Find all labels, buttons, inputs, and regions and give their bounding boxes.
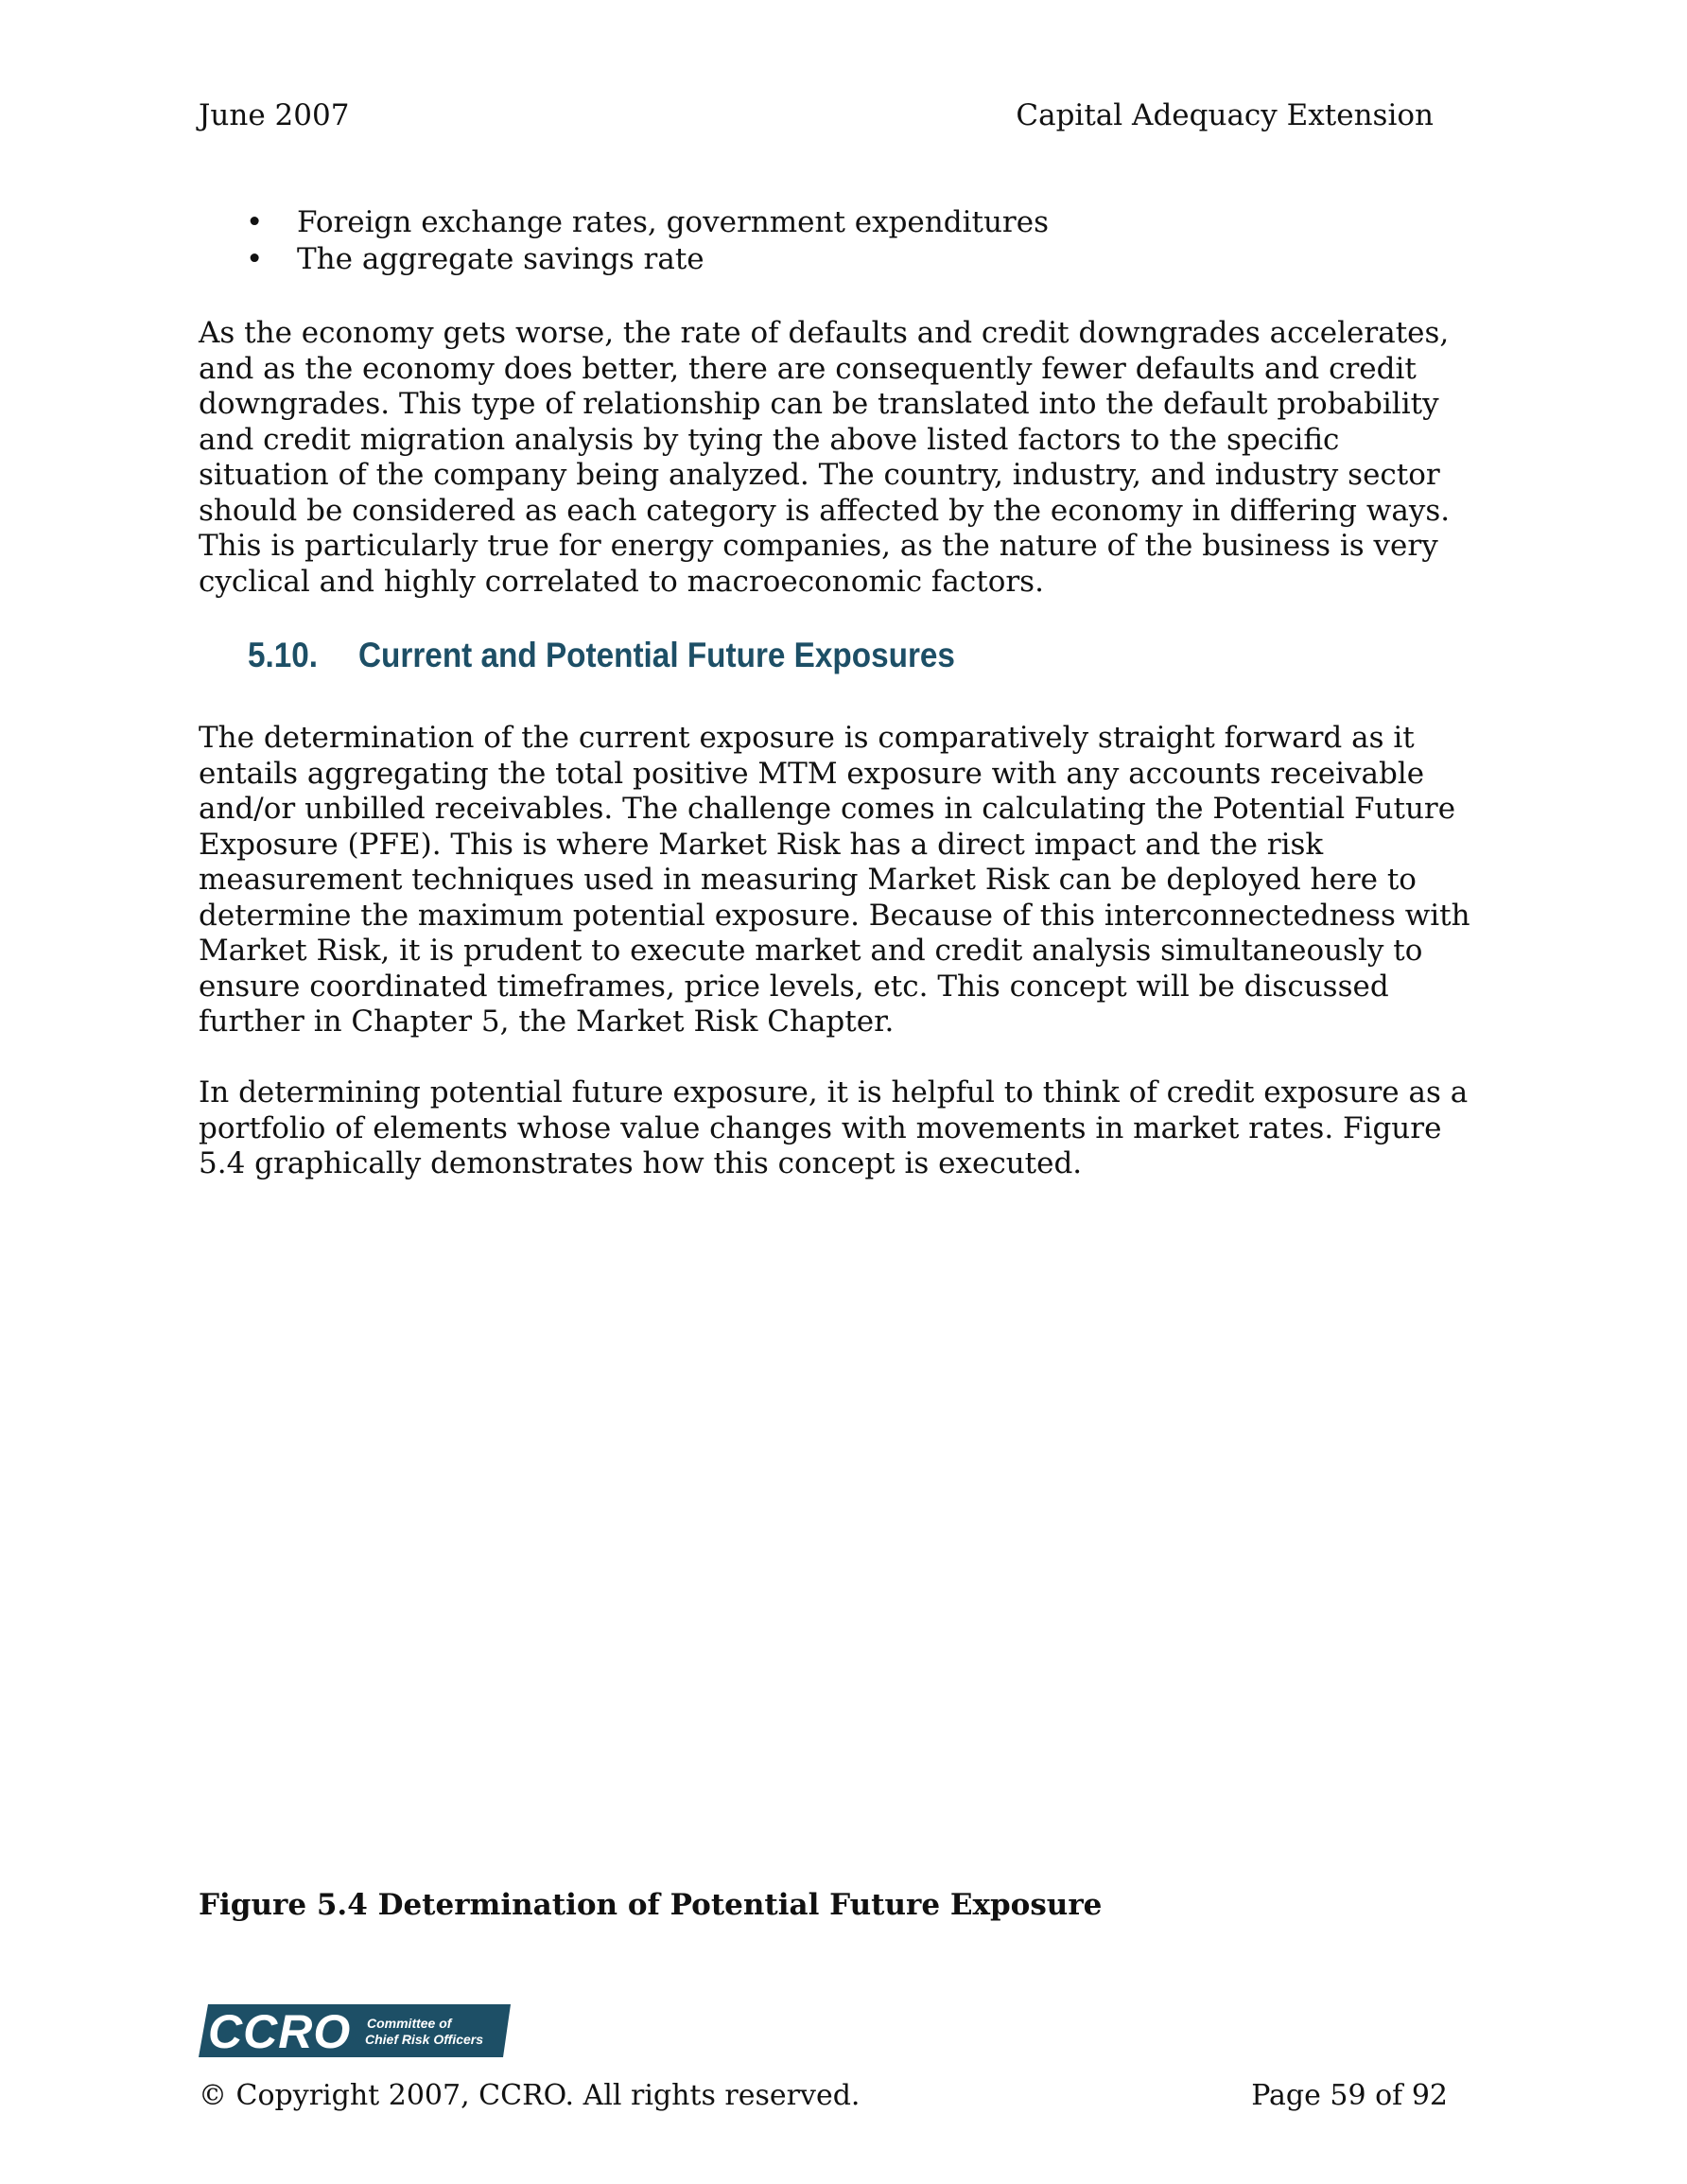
list-item	[199, 204, 1049, 241]
svg-text:CCRO: CCRO	[208, 2005, 352, 2057]
bullet-list	[199, 204, 1049, 278]
header-date: June 2007	[199, 98, 350, 132]
ccro-logo	[199, 2004, 511, 2061]
list-item	[199, 241, 1049, 278]
section-number: 5.10.	[248, 636, 319, 674]
list-item-text: Foreign exchange rates, government expenditures	[297, 205, 1049, 239]
svg-text:Committee of: Committee of	[367, 2016, 452, 2031]
bullet-icon: •	[246, 242, 264, 276]
body-paragraph: The determination of the current exposure is comparatively straight forward as it entails aggregating the total positive MTM exposure with any accounts receivable and/or unbilled receivables. The challenge comes in calculating the Potential Future Exposure (PFE). This is where Market Risk has a direct impact and the risk measurement techniques used in measuring Market Risk can be deployed here to determine the maximum potential exposure. Because of this interconnectedness with Market Risk, it is prudent to execute market and credit analysis simultaneously to ensure coordinated timeframes, price levels, etc. This concept will be discussed further in Chapter 5, the Market Risk Chapter.	[199, 721, 1470, 1039]
header-title: Capital Adequacy Extension	[1016, 98, 1434, 132]
figure-caption: Figure 5.4 Determination of Potential Future Exposure	[199, 1888, 1103, 1922]
list-item-text: The aggregate savings rate	[297, 242, 704, 276]
footer-copyright: © Copyright 2007, CCRO. All rights reserved.	[199, 2079, 861, 2112]
bullet-icon: •	[246, 205, 264, 239]
body-paragraph: In determining potential future exposure, it is helpful to think of credit exposure as a portfolio of elements whose value changes with movements in market rates. Figure 5.4 graphically demonstrates how this concept is executed.	[199, 1075, 1469, 1180]
body-paragraph: As the economy gets worse, the rate of defaults and credit downgrades accelerates, and as the economy does better, there are consequently fewer defaults and credit downgrades. This type of relationship can be translated into the default probability and credit migration analysis by tying the above listed factors to the specific situation of the company being analyzed. The country, industry, and industry sector should be considered as each category is affected by the economy in differing ways. This is particularly true for energy companies, as the nature of the business is very cyclical and highly correlated to macroeconomic factors.	[199, 316, 1451, 599]
section-heading	[248, 636, 955, 675]
ccro-logo-mark	[199, 2004, 511, 2057]
section-title: Current and Potential Future Exposures	[358, 636, 955, 674]
svg-text:Chief Risk Officers: Chief Risk Officers	[365, 2032, 484, 2047]
figure-placeholder	[199, 1201, 1475, 1863]
footer-page-number: Page 59 of 92	[1251, 2079, 1448, 2112]
